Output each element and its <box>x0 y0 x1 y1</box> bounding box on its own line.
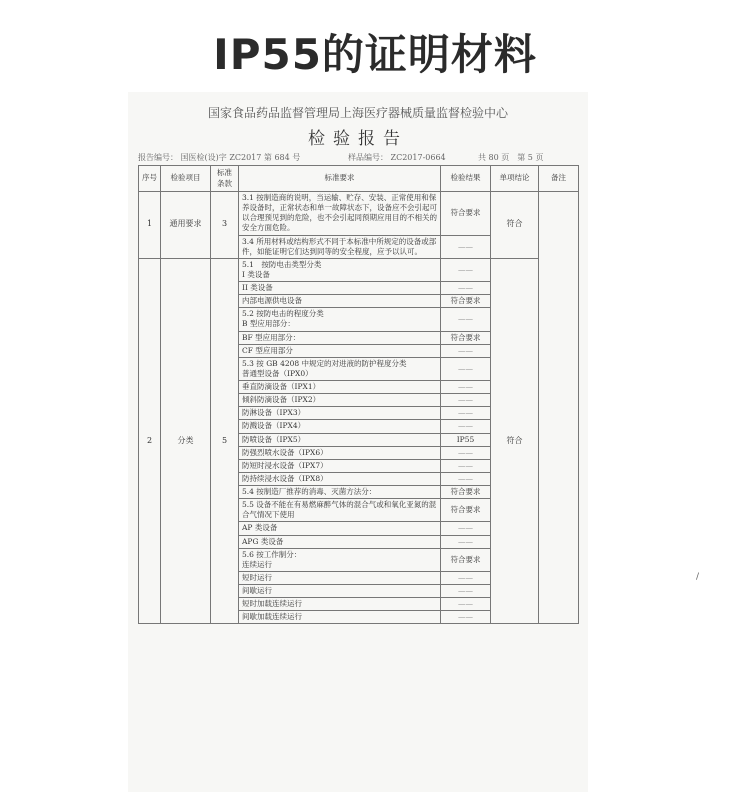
cell-requirement: 防淋设备（IPX3） <box>239 407 441 420</box>
cell-requirement: 防强烈喷水设备（IPX6） <box>239 446 441 459</box>
cell-requirement: 间歇运行 <box>239 585 441 598</box>
cell-conclusion: 符合 <box>491 258 539 624</box>
cell-result: —— <box>441 308 491 331</box>
cell-result: —— <box>441 258 491 281</box>
cell-result: —— <box>441 344 491 357</box>
cell-conclusion: 符合 <box>491 192 539 259</box>
cell-result: 符合要求 <box>441 486 491 499</box>
report-title: 检验报告 <box>308 129 408 149</box>
cell-clauses: 5 <box>211 258 239 624</box>
cell-requirement: 防喷设备（IPX5） <box>239 433 441 446</box>
header-item: 检验项目 <box>161 166 211 192</box>
report-number: 报告编号： 国医检(设)字 ZC2017 第 684 号 <box>138 153 301 162</box>
cell-item: 通用要求 <box>161 192 211 259</box>
cell-result: —— <box>441 446 491 459</box>
table-row <box>139 258 579 281</box>
cell-result: 符合要求 <box>441 192 491 236</box>
header-clauses: 标准条款 <box>211 166 239 192</box>
cell-requirement: 间歇加载连续运行 <box>239 611 441 624</box>
cell-result: —— <box>441 357 491 380</box>
cell-requirement: 防溅设备（IPX4） <box>239 420 441 433</box>
cell-result: —— <box>441 235 491 258</box>
cell-result: 符合要求 <box>441 295 491 308</box>
cell-item: 分类 <box>161 258 211 624</box>
cell-requirement: 3.4 所用材料或结构形式不同于本标准中所规定的设备或部件，如能证明它们达到同等的安全程度，应予以认可。 <box>239 235 441 258</box>
cell-requirement: 防短时浸水设备（IPX7） <box>239 459 441 472</box>
page-info: 共 80 页 第 5 页 <box>478 153 544 162</box>
cell-requirement: 倾斜防滴设备（IPX2） <box>239 394 441 407</box>
cell-result: —— <box>441 598 491 611</box>
cell-seq: 1 <box>139 192 161 259</box>
cell-seq: 2 <box>139 258 161 624</box>
cell-requirement: BF 型应用部分： <box>239 331 441 344</box>
cell-result: 符合要求 <box>441 499 491 522</box>
cell-result: —— <box>441 585 491 598</box>
cell-result: —— <box>441 420 491 433</box>
header-remark: 备注 <box>539 166 579 192</box>
table-header-row <box>139 166 579 192</box>
cell-result: 符合要求 <box>441 548 491 571</box>
scanned-report <box>128 92 700 792</box>
cell-requirement: 防持续浸水设备（IPX8） <box>239 472 441 485</box>
cell-requirement: 5.6 按工作制分： 连续运行 <box>239 548 441 571</box>
cell-result: —— <box>441 535 491 548</box>
cell-result: —— <box>441 282 491 295</box>
organization-name: 国家食品药品监督管理局上海医疗器械质量监督检验中心 <box>207 106 508 120</box>
cell-result: 符合要求 <box>441 331 491 344</box>
sample-number: 样品编号： ZC2017-0664 <box>348 153 446 162</box>
cell-requirement: 5.5 设备不能在有易燃麻醉气体的混合气或和氧化亚氮的混合气情况下使用 <box>239 499 441 522</box>
cell-requirement: 5.1 按防电击类型分类 I 类设备 <box>239 258 441 281</box>
cell-result: —— <box>441 394 491 407</box>
cell-result: IP55 <box>441 433 491 446</box>
cell-result: —— <box>441 571 491 584</box>
cell-remark <box>539 192 579 624</box>
cell-requirement: 短时运行 <box>239 571 441 584</box>
header-conclusion: 单项结论 <box>491 166 539 192</box>
cell-requirement: 5.4 按制造厂推荐的消毒、灭菌方法分： <box>239 486 441 499</box>
cell-requirement: 5.3 按 GB 4208 中规定的对进液的防护程度分类 普通型设备（IPX0） <box>239 357 441 380</box>
cell-requirement: 内部电源供电设备 <box>239 295 441 308</box>
cell-result: —— <box>441 459 491 472</box>
page-title: IP55的证明材料 <box>213 30 537 79</box>
cell-requirement: AP 类设备 <box>239 522 441 535</box>
cell-requirement: CF 型应用部分 <box>239 344 441 357</box>
cell-requirement: APG 类设备 <box>239 535 441 548</box>
table-row <box>139 192 579 236</box>
cell-result: —— <box>441 407 491 420</box>
cell-requirement: 5.2 按防电击的程度分类 B 型应用部分： <box>239 308 441 331</box>
cell-requirement: 短时加载连续运行 <box>239 598 441 611</box>
header-seq: 序号 <box>139 166 161 192</box>
cell-result: —— <box>441 611 491 624</box>
cell-result: —— <box>441 522 491 535</box>
header-requirement: 标准要求 <box>239 166 441 192</box>
cell-requirement: II 类设备 <box>239 282 441 295</box>
stray-mark: / <box>696 572 700 582</box>
cell-requirement: 垂直防滴设备（IPX1） <box>239 381 441 394</box>
cell-result: —— <box>441 381 491 394</box>
header-result: 检验结果 <box>441 166 491 192</box>
cell-requirement: 3.1 按制造商的说明，当运输、贮存、安装、正常使用和保养设备时，正常状态和单一故障状态下，设备应不会引起可以合理预见到的危险，也不会引起同预期应用目的不相关的安全方面危险。 <box>239 192 441 236</box>
cell-result: —— <box>441 472 491 485</box>
inspection-table <box>138 165 579 624</box>
cell-clauses: 3 <box>211 192 239 259</box>
